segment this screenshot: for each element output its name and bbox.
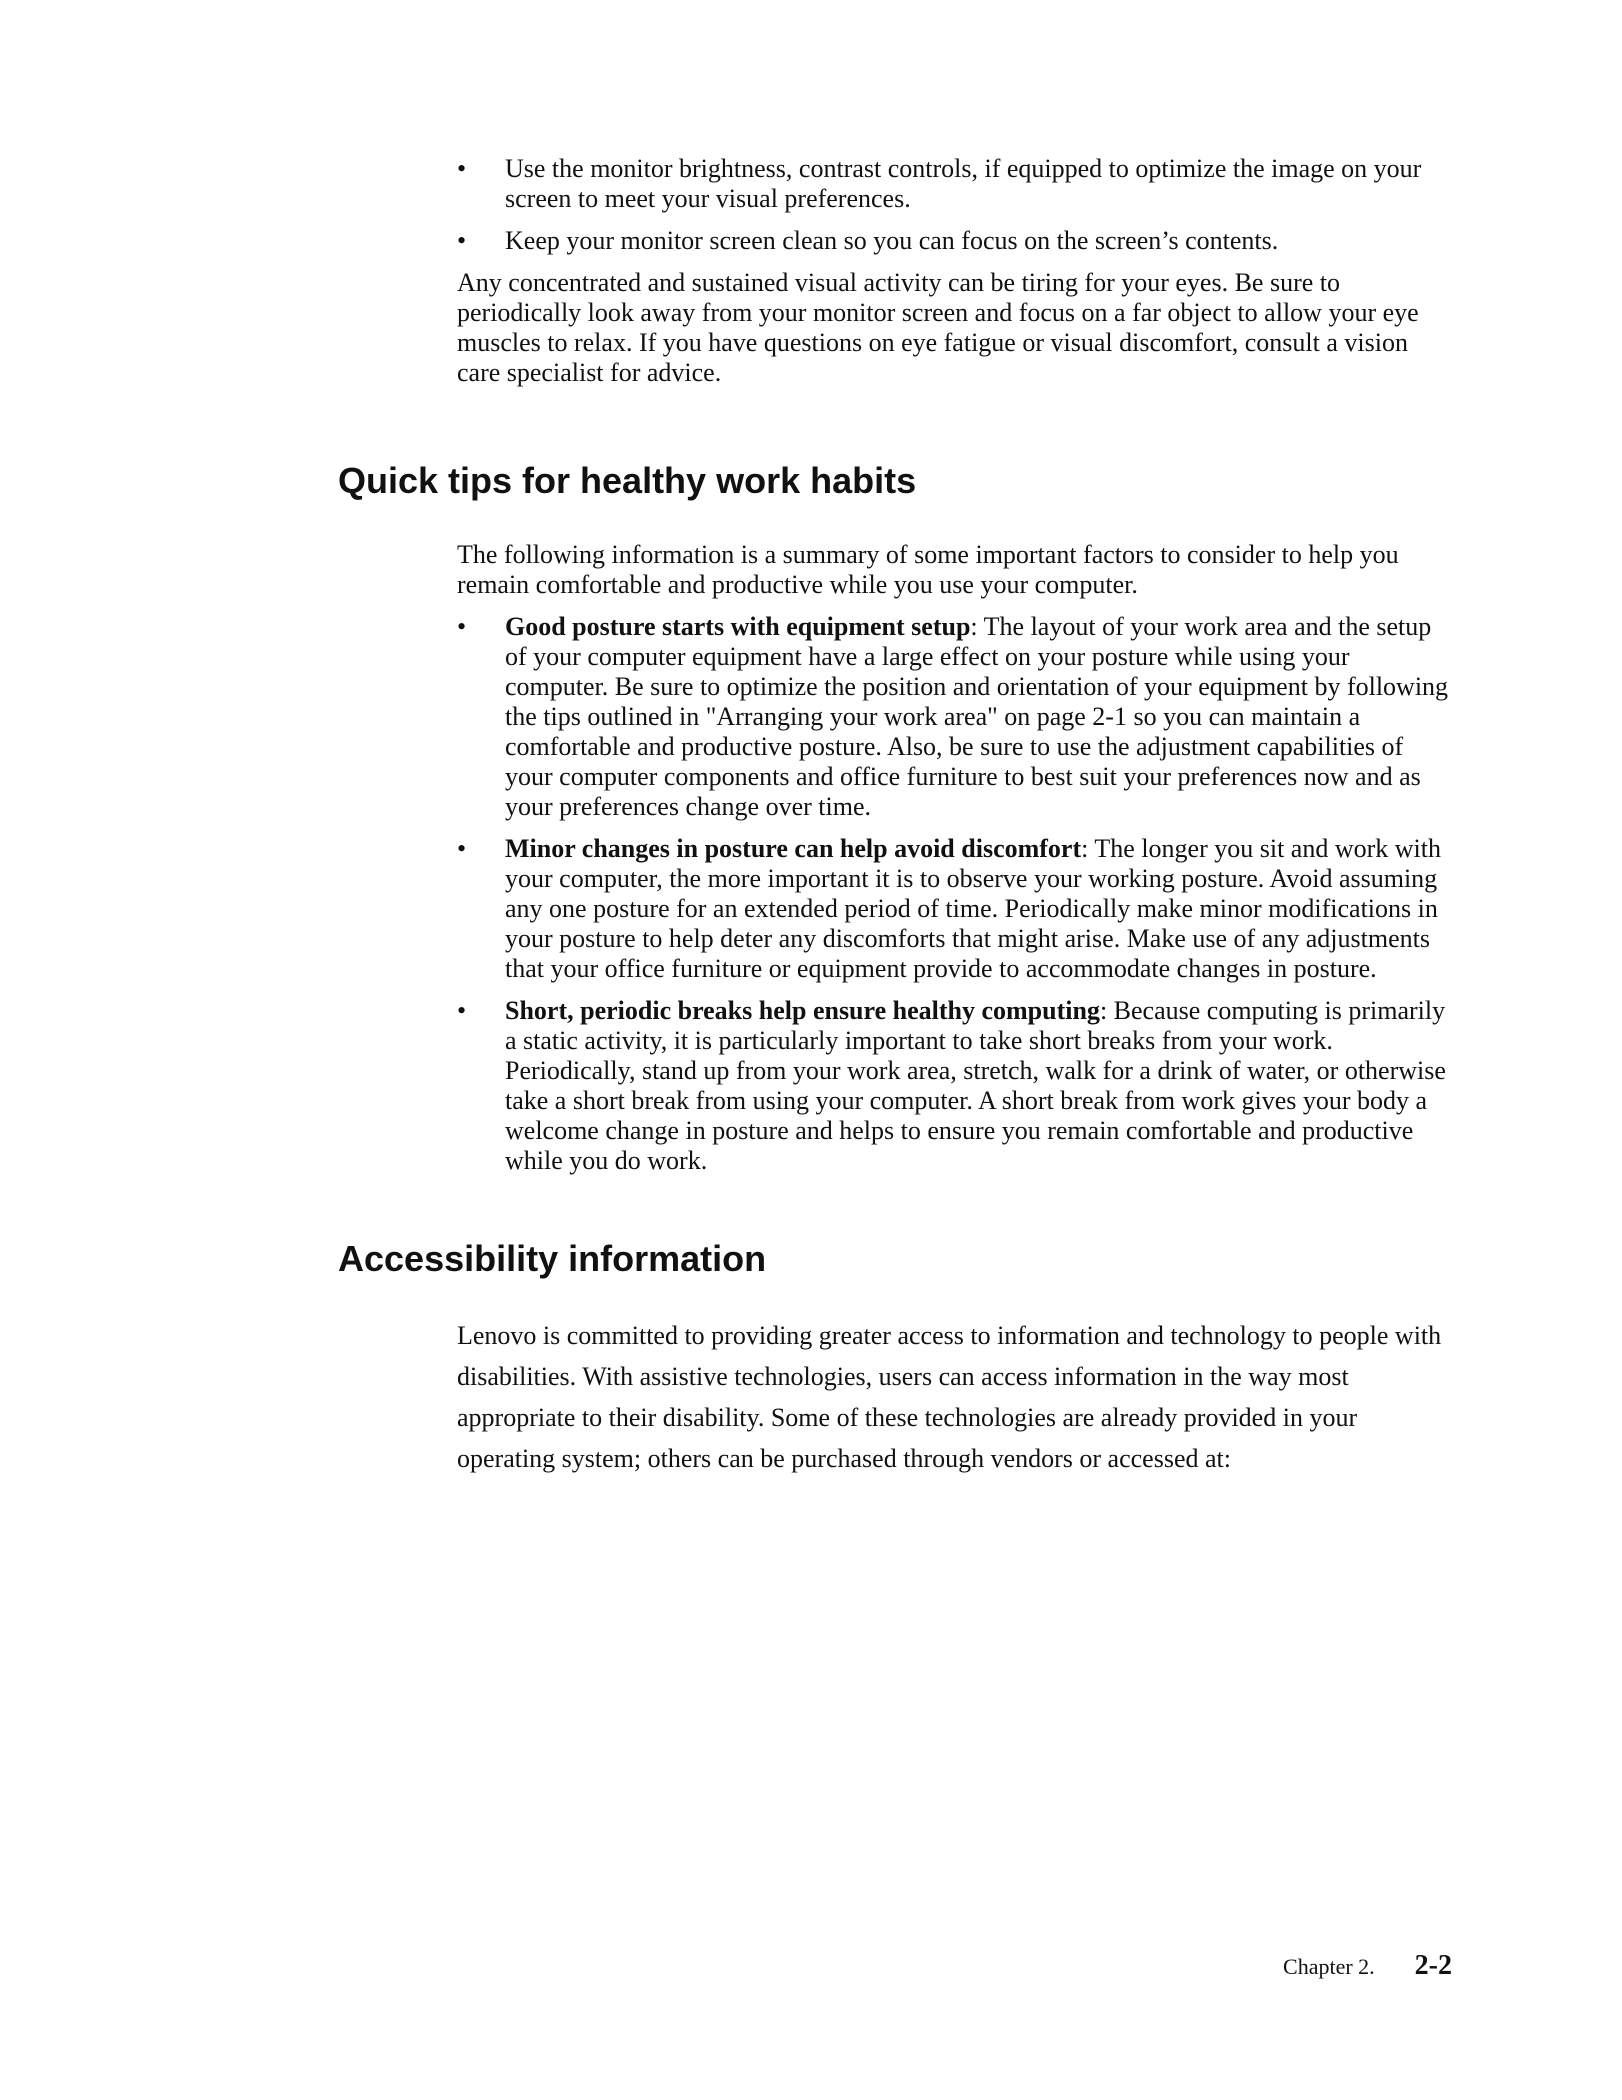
section-heading-quick-tips: Quick tips for healthy work habits [338, 460, 917, 501]
tip-title: Short, periodic breaks help ensure healthy computing [505, 996, 1100, 1025]
tip-body: : The longer you sit and work with your computer, the more important it is to observe your working posture. Avoid assuming any one posture for an extended period of time. Periodically make minor modifications in your posture to help deter any discomforts that might arise. Make use of any adjustments that your office furniture or equipment provide to accommodate changes in posture. [505, 834, 1442, 983]
bullet-glyph: • [457, 996, 467, 1025]
bullet-glyph: • [457, 612, 467, 641]
quick-tips-list [457, 612, 1457, 1176]
intro-bullet-text: Use the monitor brightness, contrast controls, if equipped to optimize the image on your screen to meet your visual preferences. [505, 154, 1422, 213]
list-item [457, 154, 1457, 214]
section-heading-accessibility: Accessibility information [338, 1238, 767, 1279]
list-item [457, 996, 1457, 1176]
intro-section [457, 154, 1457, 388]
list-item [457, 834, 1457, 984]
intro-bullet-list [457, 154, 1457, 256]
footer-chapter: Chapter 2. [1283, 1954, 1375, 1979]
bullet-glyph: • [457, 226, 467, 255]
bullet-glyph: • [457, 834, 467, 863]
page-footer [1283, 1950, 1452, 1982]
tip-title: Good posture starts with equipment setup [505, 612, 971, 641]
intro-bullet-text: Keep your monitor screen clean so you can focus on the screen’s contents. [505, 226, 1279, 255]
quick-tips-intro: The following information is a summary of some important factors to consider to help you remain comfortable and productive while you use your computer. [457, 540, 1399, 599]
bullet-glyph: • [457, 154, 467, 183]
list-item [457, 226, 1457, 256]
tip-body: : The layout of your work area and the setup of your computer equipment have a large effect on your posture while using your computer. Be sure to optimize the position and orientation of your equipment by following the tips outlined in "Arranging your work area" on page 2-1 so you can maintain a comfortable and productive posture. Also, be sure to use the adjustment capabilities of your computer components and office furniture to best suit your preferences now and as your preferences change over time. [505, 612, 1449, 821]
intro-paragraph: Any concentrated and sustained visual activity can be tiring for your eyes. Be sure to periodically look away from your monitor screen and focus on a far object to allow your eye muscles to relax. If you have questions on eye fatigue or visual discomfort, consult a vision care specialist for advice. [457, 268, 1419, 387]
tip-body: : Because computing is primarily a static activity, it is particularly important to take short breaks from your work. Periodically, stand up from your work area, stretch, walk for a drink of water, or otherwise take a short break from using your computer. A short break from work gives your body a welcome change in posture and helps to ensure you remain comfortable and productive while you do work. [505, 996, 1446, 1175]
page-number: 2-2 [1414, 1950, 1452, 1981]
list-item [457, 612, 1457, 822]
quick-tips-section [457, 540, 1457, 1176]
accessibility-section [457, 1315, 1457, 1479]
tip-title: Minor changes in posture can help avoid discomfort [505, 834, 1082, 863]
accessibility-paragraph: Lenovo is committed to providing greater access to information and technology to people with disabilities. With assistive technologies, users can access information in the way most appropriate to their disability. Some of these technologies are already provided in your operating system; others can be purchased through vendors or accessed at: [457, 1321, 1442, 1473]
